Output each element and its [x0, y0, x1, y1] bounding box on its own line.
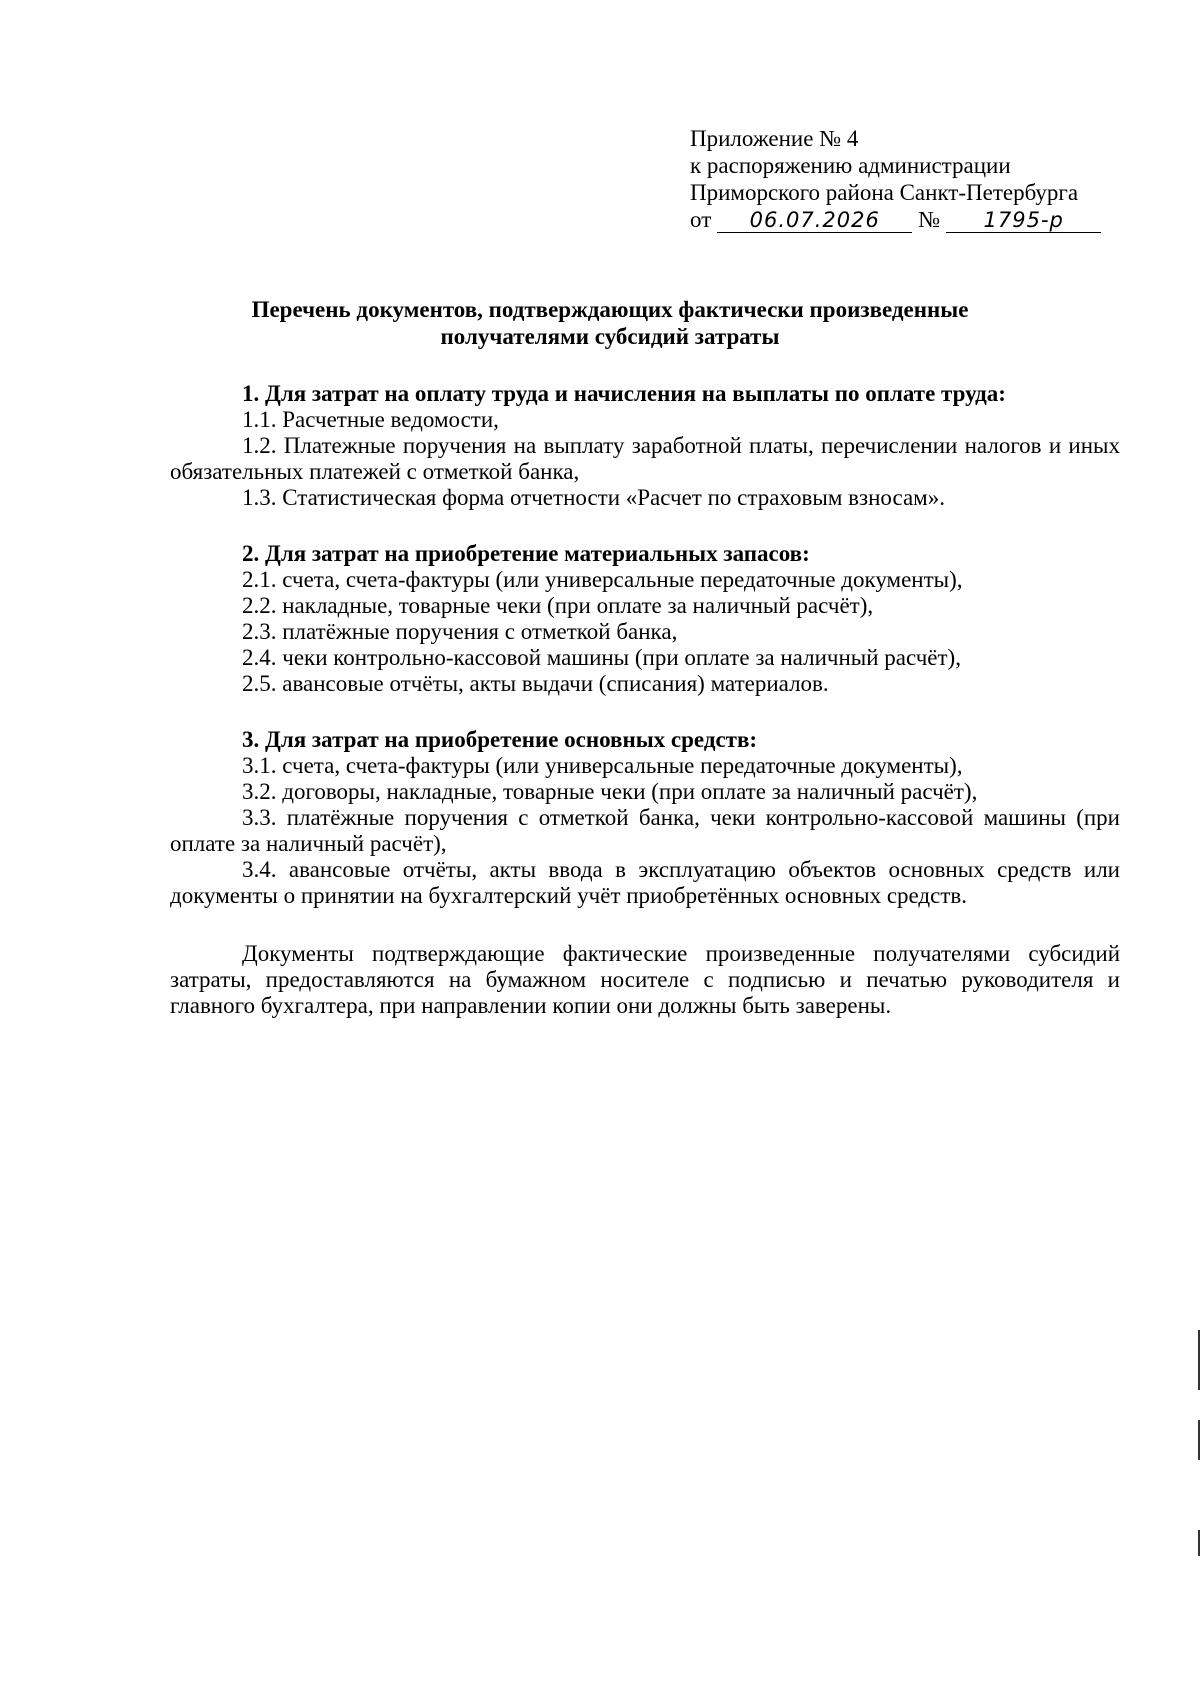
handwritten-number: 1795-р: [946, 208, 1101, 233]
title-line-2: получателями субсидий затраты: [440, 324, 780, 349]
list-item: 2.5. авансовые отчёты, акты выдачи (списания) материалов.: [242, 671, 829, 696]
section-heading: 1. Для затрат на оплату труда и начисления на выплаты по оплате труда:: [242, 381, 1006, 406]
list-item: 2.2. накладные, товарные чеки (при оплате за наличный расчёт),: [242, 593, 874, 618]
document-title: [170, 296, 1050, 350]
section-heading: 2. Для затрат на приобретение материальных запасов:: [242, 541, 810, 566]
title-line-1: Перечень документов, подтверждающих фактически произведенные: [251, 297, 969, 322]
appendix-number: Приложение № 4: [690, 126, 859, 151]
date-prefix: от: [690, 207, 712, 232]
list-item: 3.2. договоры, накладные, товарные чеки (при оплате за наличный расчёт),: [242, 779, 978, 804]
list-item: 1.3. Статистическая форма отчетности «Расчет по страховым взносам».: [242, 485, 945, 510]
list-item: 2.4. чеки контрольно-кассовой машины (при оплате за наличный расчёт),: [242, 645, 961, 670]
list-item: 3.4. авансовые отчёты, акты ввода в эксплуатацию объектов основных средств или документы о принятии на бухгалтерский учёт приобретённых основных средств.: [170, 857, 1120, 908]
appendix-district: Приморского района Санкт-Петербурга: [690, 180, 1079, 205]
number-prefix: №: [918, 207, 941, 232]
section-3: [170, 727, 1120, 909]
list-item: 3.3. платёжные поручения с отметкой банка, чеки контрольно-кассовой машины (при оплате за наличный расчёт),: [170, 805, 1120, 856]
appendix-header: [690, 126, 1110, 237]
section-heading: 3. Для затрат на приобретение основных средств:: [242, 727, 758, 752]
appendix-date-number-line: [690, 207, 1110, 237]
handwritten-date: 06.07.2026: [717, 208, 912, 233]
closing-paragraph: Документы подтверждающие фактические произведенные получателями субсидий затраты, предоставляются на бумажном носителе с подписью и печатью руководителя и главного бухгалтера, при направлении копии они должны быть заверены.: [170, 941, 1120, 1018]
section-1: [170, 381, 1120, 511]
list-item: 3.1. счета, счета-фактуры (или универсальные передаточные документы),: [242, 753, 963, 778]
list-item: 2.1. счета, счета-фактуры (или универсальные передаточные документы),: [242, 567, 963, 592]
list-item: 1.1. Расчетные ведомости,: [242, 407, 499, 432]
section-2: [170, 541, 1120, 697]
list-item: 2.3. платёжные поручения с отметкой банка,: [242, 619, 678, 644]
document-body: [170, 381, 1120, 1019]
list-item: 1.2. Платежные поручения на выплату заработной платы, перечислении налогов и иных обязательных платежей с отметкой банка,: [170, 433, 1120, 484]
appendix-order-ref: к распоряжению администрации: [690, 153, 1011, 178]
